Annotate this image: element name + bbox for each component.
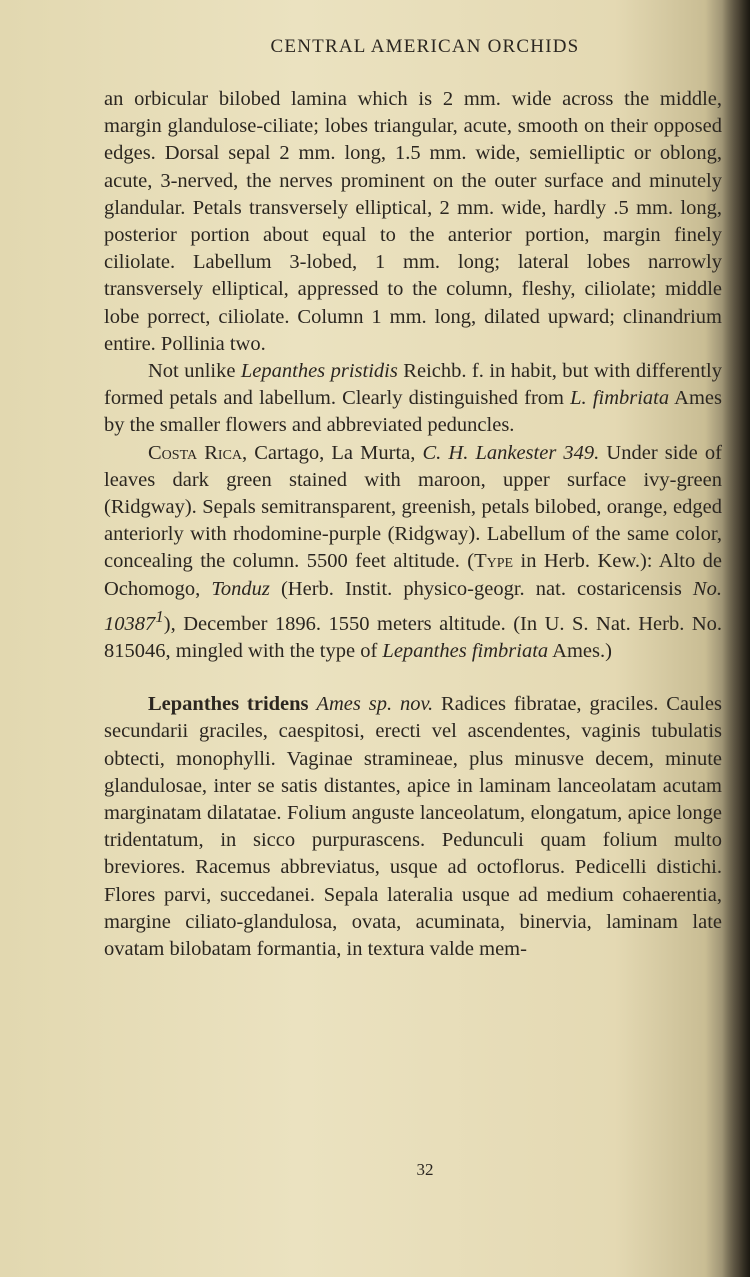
paragraph-specimens: Costa Rica, Cartago, La Murta, C. H. Lankester 349. Under side of leaves dark green stained with maroon, upper surface ivy-green (Ridgway). Sepals semitransparent, greenish, petals bilobed, orange, edged anteriorly with rhodomine-purple (Ridgway). Labellum of the same color, concealing the column. 5500 feet altitude. (Type in Herb. Kew.): Alto de Ochomogo, Tonduz (Herb. Instit. physico-geogr. nat. costaricensis No. 10387$^1$), December 1896. 1550 meters altitude. (In U. S. Nat. Herb. No. 815046, mingled with the type of Lepanthes fimbriata Ames.) (104, 441, 722, 662)
body-text (104, 86, 722, 963)
taxon-name: Lepanthes pristidis (240, 360, 398, 383)
taxon-name: Lepanthes fimbriata (382, 639, 549, 662)
species-heading: Lepanthes tridens (148, 693, 309, 716)
running-head: CENTRAL AMERICAN ORCHIDS (270, 36, 580, 57)
paragraph-comparison: Not unlike Lepanthes pristidis Reichb. f. in habit, but with differently formed petals and labellum. Clearly distinguished from L. fimbriata Ames by the smaller flowers and abbreviated peduncles. (104, 360, 722, 437)
page-number: 32 (416, 1160, 434, 1179)
type-label: Type (474, 550, 514, 573)
specimen-number: No. 10387 (104, 577, 722, 635)
locality-country: Costa Rica (148, 441, 243, 464)
paragraph-description: an orbicular bilobed lamina which is 2 mm. wide across the middle, margin glandulose-ciliate; lobes triangular, acute, smooth on their opposed edges. Dorsal sepal 2 mm. long, 1.5 mm. wide, semielliptic or oblong, acute, 3-nerved, the nerves prominent on the outer surface and minutely glandular. Petals transversely elliptical, 2 mm. wide, hardly .5 mm. long, posterior portion about equal to the anterior portion, margin finely ciliolate. Labellum 3-lobed, 1 mm. long; lateral lobes narrowly transversely elliptical, appressed to the column, fleshy, ciliolate; middle lobe porrect, ciliolate. Column 1 mm. long, dilated upward; clinandrium entire. Pollinia two. (104, 88, 722, 355)
paragraph-new-species: Lepanthes tridens Ames sp. nov. Radices fibratae, graciles. Caules secundarii graciles, caespitosi, erecti vel ascendentes, vaginis tubulatis obtecti, monophylli. Vaginae stramineae, plus minusve decem, minute glandulosae, inter se satis distantes, apice in laminam lanceolatam acutam marginatam dilatatae. Folium anguste lanceolatum, elongatum, apice longe tridentatum, in sicco purpurascens. Pedunculi quam folium multo breviores. Racemus abbreviatus, usque ad octoflorus. Pedicelli distichi. Flores parvi, succedanei. Sepala lateralia usque ad medium cohaerentia, margine ciliato-glandulosa, ovata, acuminata, binervia, laminam late ovatam bilobatam formantia, in textura valde mem- (104, 693, 722, 960)
taxon-name: L. fimbriata (570, 387, 670, 410)
section-gap (104, 665, 722, 691)
page-gutter-shadow (722, 0, 750, 1277)
collector: C. H. Lankester 349. (422, 441, 600, 464)
collector: Tonduz (211, 577, 270, 600)
authority: Ames sp. nov. (316, 693, 434, 716)
footnote-marker: 1 (155, 606, 164, 626)
